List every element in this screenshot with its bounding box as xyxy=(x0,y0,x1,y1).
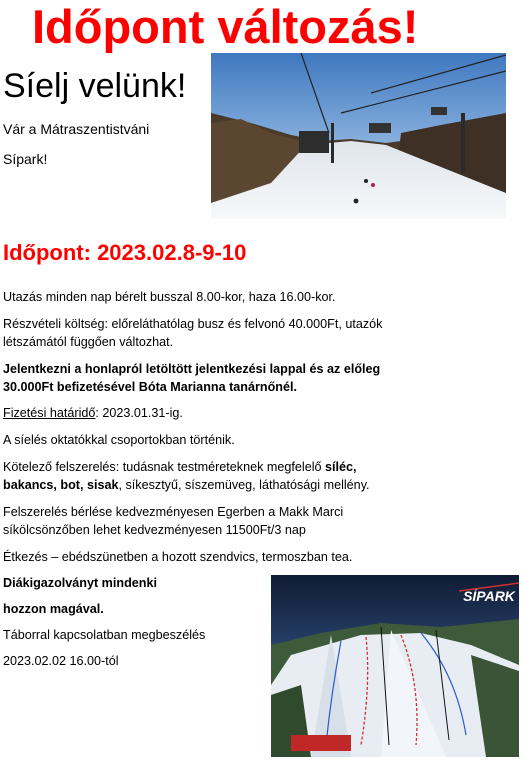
intro-line-2: Sípark! xyxy=(3,151,48,167)
apply-line-2: 30.000Ft befizetésével Bóta Marianna tanárnőnél. xyxy=(3,380,297,394)
student-id-line-1: Diákigazolványt mindenki xyxy=(3,576,157,590)
equipment-skis: síléc, xyxy=(325,460,357,474)
payment-deadline xyxy=(3,404,413,422)
student-id-line-2: hozzon magával. xyxy=(3,602,104,616)
page-title: Időpont változás! xyxy=(32,0,419,53)
cost-line-2: létszámától függően változhat. xyxy=(3,335,174,349)
deadline-label: Fizetési határidő xyxy=(3,406,96,420)
deadline-value: : 2023.01.31-ig. xyxy=(95,406,183,420)
ski-lift-photo xyxy=(211,53,506,219)
ski-resort-map xyxy=(271,575,519,757)
equipment-prefix: Kötelező felszerelés: tudásnak testméreteknek megfelelő xyxy=(3,460,326,474)
apply-line-1: Jelentkezni a honlapról letöltött jelentkezési lappal és az előleg xyxy=(3,362,381,376)
equipment-boots: bakancs, bot, sisak xyxy=(3,478,119,492)
camp-line-1: Táborral kapcsolatban megbeszélés xyxy=(3,628,206,642)
instruction-info: A síelés oktatókkal csoportokban történik. xyxy=(3,433,235,447)
equipment-line-1 xyxy=(3,458,413,476)
equipment-suffix: , síkesztyű, síszemüveg, láthatósági mellény. xyxy=(118,478,370,492)
travel-info: Utazás minden nap bérelt busszal 8.00-kor, haza 16.00-kor. xyxy=(3,290,336,304)
subtitle: Síelj velünk! xyxy=(3,67,187,105)
equipment-line-2 xyxy=(3,476,413,494)
rental-line-1: Felszerelés bérlése kedvezményesen Egerben a Makk Marci xyxy=(3,505,344,519)
date-heading: Időpont: 2023.02.8-9-10 xyxy=(3,240,247,265)
rental-line-2: síkölcsönzőben lehet kedvezményesen 11500Ft/3 nap xyxy=(3,523,306,537)
cost-line-1: Részvételi költség: előreláthatólag busz és felvonó 40.000Ft, utazók xyxy=(3,317,383,331)
intro-line-1: Vár a Mátraszentistváni xyxy=(3,121,150,137)
camp-line-2: 2023.02.02 16.00-tól xyxy=(3,654,119,668)
map-logo: SÍPARK xyxy=(463,588,515,604)
food-info: Étkezés – ebédszünetben a hozott szendvics, termoszban tea. xyxy=(3,550,353,564)
